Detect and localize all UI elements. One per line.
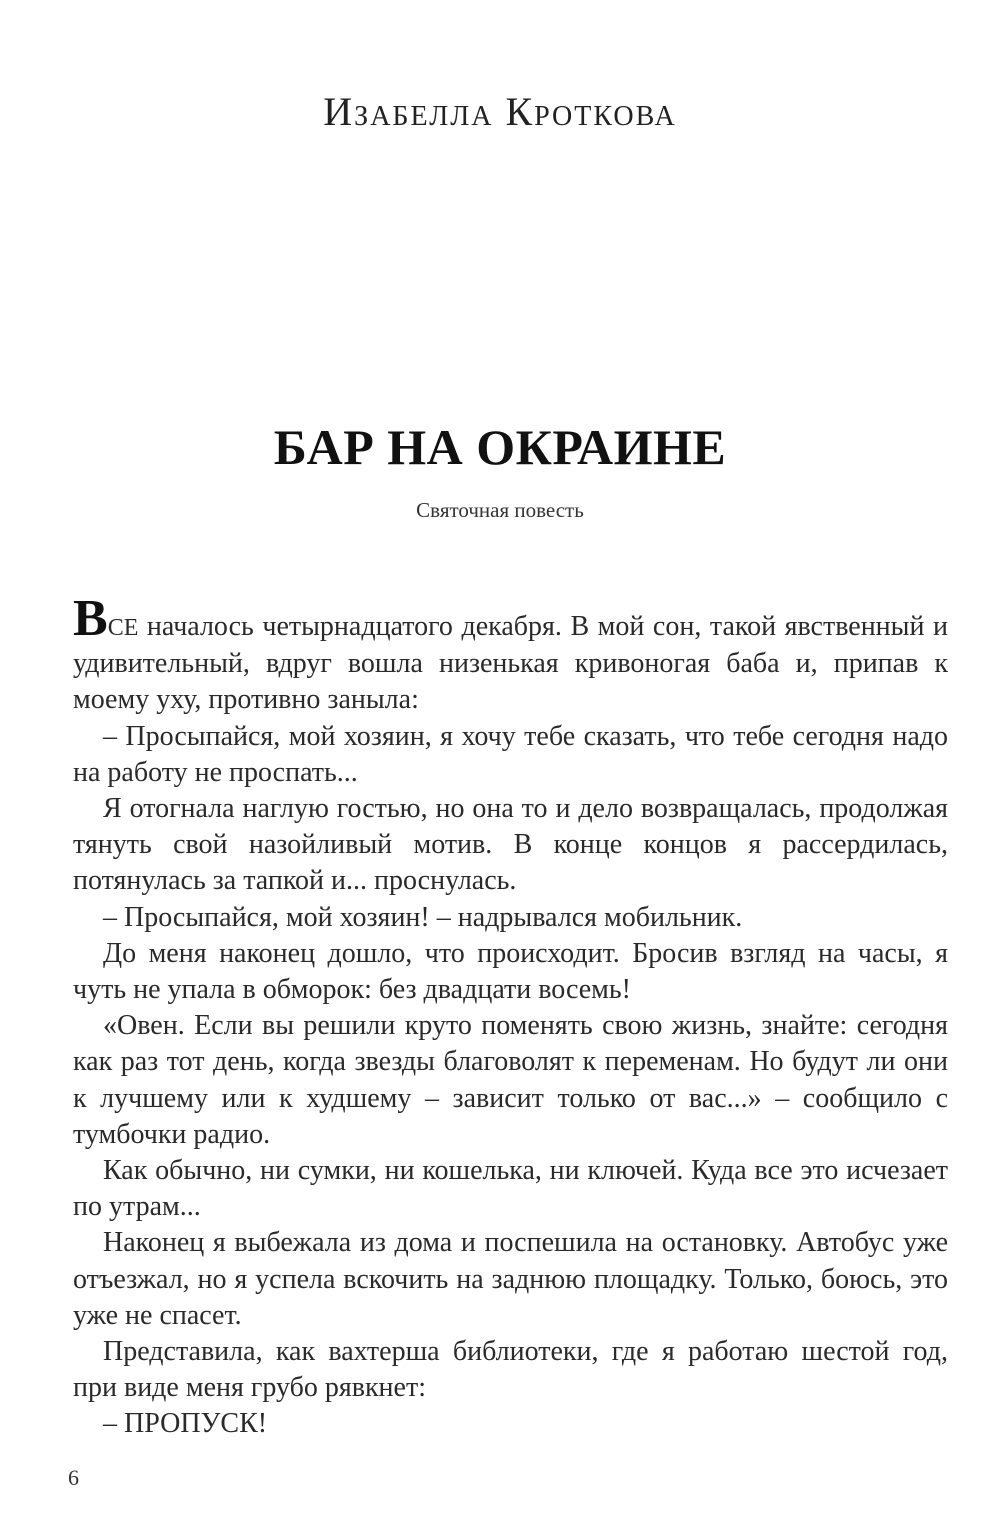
story-subtitle: Святочная повесть bbox=[416, 498, 584, 522]
paragraph-6: «Овен. Если вы решили круто поменять свою жизнь, знайте: сегодня как раз тот день, когда звезды благоволят к переменам. Но будут ли они к лучшему или к худшему – зависит только от вас...» – сообщило с тумбочки радио. bbox=[73, 1010, 948, 1150]
first-word-caps: СЕ bbox=[107, 615, 139, 641]
paragraph-7: Как обычно, ни сумки, ни кошелька, ни ключей. Куда все это исчезает по утрам... bbox=[73, 1155, 948, 1223]
paragraph-5: До меня наконец дошло, что происходит. Бросив взгляд на часы, я чуть не упала в обморок: без двадцати восемь! bbox=[73, 937, 948, 1006]
paragraph-1 bbox=[73, 590, 948, 719]
paragraph-2: – Просыпайся, мой хозяин, я хочу тебе сказать, что тебе сегодня надо на работу не проспать... bbox=[73, 720, 948, 788]
paragraph-1-text: началось четырнадцатого декабря. В мой сон, такой явственный и удивительный, вдруг вошла низенькая кривоногая баба и, припав к моему уху, противно заныла: bbox=[73, 611, 948, 716]
story-body bbox=[73, 590, 948, 1443]
drop-cap: В bbox=[73, 590, 108, 647]
story-title: БАР НА ОКРАИНЕ bbox=[273, 419, 727, 475]
author-name: Изабелла Кроткова bbox=[323, 89, 677, 134]
page-number: 6 bbox=[68, 1465, 79, 1490]
paragraph-4: – Просыпайся, мой хозяин! – надрывался мобильник. bbox=[103, 901, 743, 933]
paragraph-8: Наконец я выбежала из дома и поспешила на остановку. Автобус уже отъезжал, но я успела вскочить на заднюю площадку. Только, боюсь, это уже не спасет. bbox=[73, 1227, 948, 1331]
paragraph-3: Я отогнала наглую гостью, но она то и дело возвращалась, продолжая тянуть свой назойливый мотив. В конце концов я рассердилась, потянулась за тапкой и... проснулась. bbox=[73, 793, 948, 897]
paragraph-10: – ПРОПУСК! bbox=[103, 1408, 268, 1440]
paragraph-9: Представила, как вахтерша библиотеки, где я работаю шестой год, при виде меня грубо рявкнет: bbox=[73, 1336, 948, 1404]
